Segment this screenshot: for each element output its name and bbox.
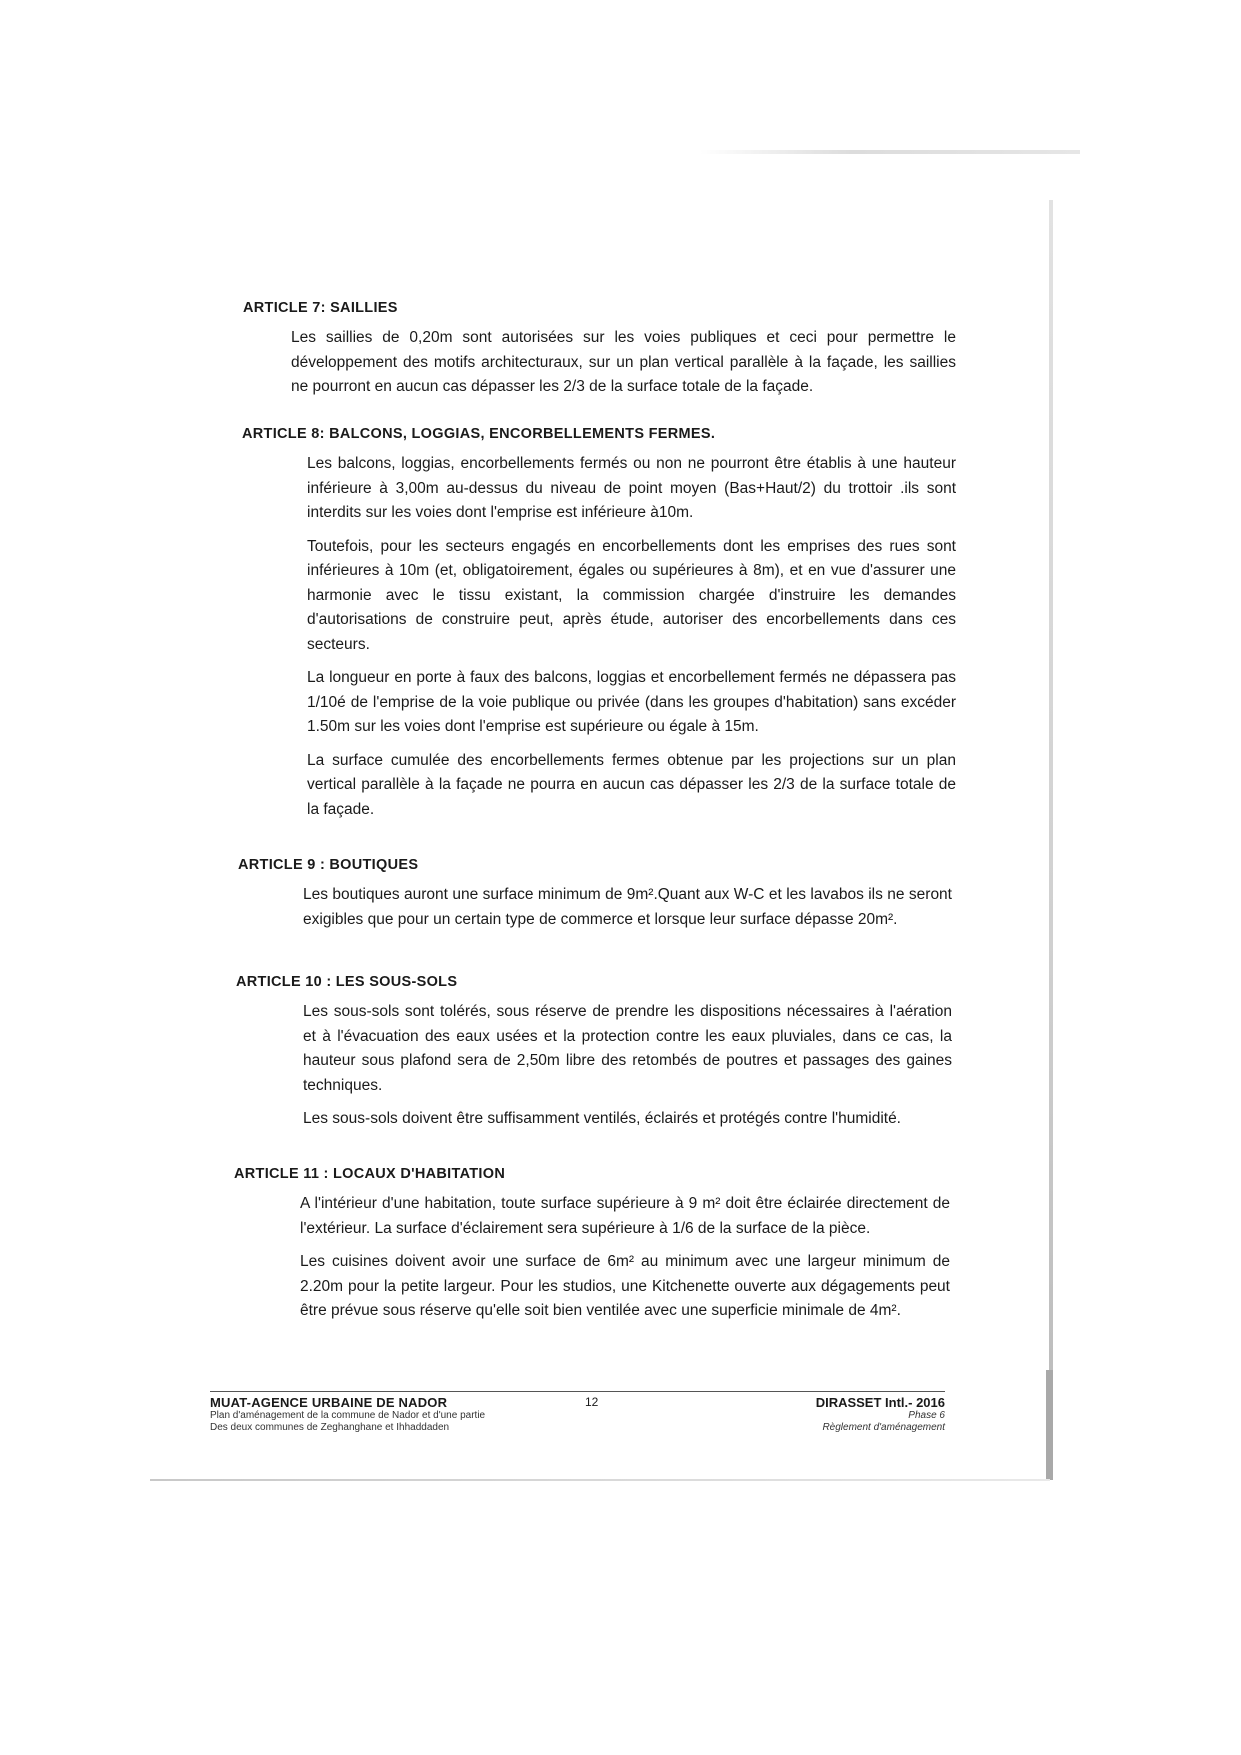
article-9 — [238, 857, 958, 941]
footer-right — [816, 1395, 945, 1434]
article-paragraph: Toutefois, pour les secteurs engagés en encorbellements dont les emprises des rues sont inférieures à 10m (et, obligatoirement, égales ou supérieures à 8m), et en vue d'assurer une harmonie avec le tissu existant, la commission chargée d'instruire les demandes d'autorisations de construire peut, après étude, autoriser des encorbellements dans ces secteurs. — [307, 537, 956, 653]
footer-company: DIRASSET Intl.- 2016 — [815, 1395, 945, 1410]
article-title: ARTICLE 8: BALCONS, LOGGIAS, ENCORBELLEMENTS FERMES. — [242, 426, 716, 442]
footer-phase: Phase 6 — [908, 1410, 945, 1421]
article-7 — [243, 300, 963, 409]
scan-artifact-bottom — [150, 1479, 1050, 1481]
article-title: ARTICLE 9 : BOUTIQUES — [238, 857, 419, 873]
page-number: 12 — [585, 1395, 599, 1409]
footer-subtitle-line1: Plan d'aménagement de la commune de Nador et d'une partie — [210, 1410, 486, 1421]
article-paragraph: Les boutiques auront une surface minimum de 9m².Quant aux W-C et les lavabos ils ne seront exigibles que pour un certain type de commerce et lorsque leur surface dépasse 20m². — [303, 886, 952, 928]
scan-artifact-right-edge — [1049, 200, 1053, 1480]
article-title: ARTICLE 10 : LES SOUS-SOLS — [236, 974, 458, 990]
footer-subtitle-line2: Des deux communes de Zeghanghane et Ihhaddaden — [210, 1422, 450, 1433]
article-11 — [234, 1166, 954, 1333]
footer-divider — [210, 1391, 945, 1392]
article-10 — [236, 974, 956, 1141]
footer-document-type: Règlement d'aménagement — [822, 1422, 945, 1433]
article-paragraph: Les sous-sols sont tolérés, sous réserve de prendre les dispositions nécessaires à l'aération et à l'évacuation des eaux usées et la protection contre les eaux pluviales, dans ce cas, la hauteur sous plafond sera de 2,50m libre des retombés de poutres et passages des gaines techniques. — [303, 1003, 952, 1094]
footer-left — [210, 1395, 485, 1434]
page-footer — [210, 1391, 945, 1441]
article-paragraph: La longueur en porte à faux des balcons, loggias et encorbellement fermés ne dépassera pas 1/10é de l'emprise de la voie publique ou privée (dans les groupes d'habitation) sans excéder 1.50m sur les voies dont l'emprise est supérieure ou égale à 15m. — [307, 669, 956, 735]
scan-artifact-right-edge-dark — [1046, 1370, 1053, 1480]
article-title: ARTICLE 7: SAILLIES — [243, 300, 398, 316]
article-paragraph: Les sous-sols doivent être suffisamment ventilés, éclairés et protégés contre l'humidité. — [303, 1110, 901, 1127]
article-paragraph: Les cuisines doivent avoir une surface de 6m² au minimum avec une largeur minimum de 2.20m pour la petite largeur. Pour les studios, une Kitchenette ouverte aux dégagements peut être prévue sous réserve qu'elle soit bien ventilée avec une superficie minimale de 4m². — [300, 1253, 950, 1319]
footer-organization: MUAT-AGENCE URBAINE DE NADOR — [210, 1395, 448, 1410]
article-paragraph: Les balcons, loggias, encorbellements fermés ou non ne pourront être établis à une hauteur inférieure à 3,00m au-dessus du niveau de point moyen (Bas+Haut/2) du trottoir .ils sont interdits sur les voies dont l'emprise est inférieure à10m. — [307, 455, 956, 521]
article-paragraph: La surface cumulée des encorbellements fermes obtenue par les projections sur un plan vertical parallèle à la façade ne pourra en aucun cas dépasser les 2/3 de la surface totale de la façade. — [307, 751, 956, 818]
scan-artifact-top — [700, 150, 1080, 154]
article-paragraph: Les saillies de 0,20m sont autorisées sur les voies publiques et ceci pour permettre le développement des motifs architecturaux, sur un plan vertical parallèle à la façade, les saillies ne pourront en aucun cas dépasser les 2/3 de la surface totale de la façade. — [291, 329, 956, 395]
article-paragraph: A l'intérieur d'une habitation, toute surface supérieure à 9 m² doit être éclairée directement de l'extérieur. La surface d'éclairement sera supérieure à 1/6 de la surface de la pièce. — [300, 1195, 950, 1237]
article-title: ARTICLE 11 : LOCAUX D'HABITATION — [234, 1166, 506, 1182]
article-8 — [242, 426, 962, 831]
